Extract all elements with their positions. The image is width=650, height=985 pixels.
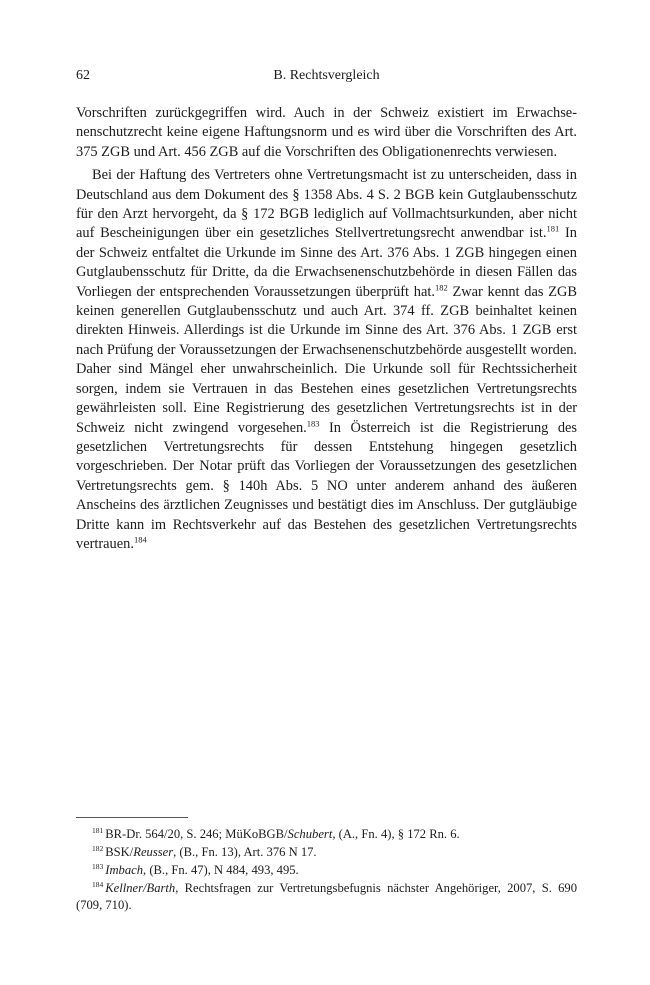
page-number: 62 [76,68,90,83]
paragraph-2-text-4: In Österreich ist die Registrierung des gesetzlichen Vertretungsrechts für dessen Entstehung hingegen gesetzlich vorgeschrieben. Der Notar prüft das Vorliegen der Voraussetzungen des gesetzlichen Vertretungsrechts gem. § 140h Abs. 5 NO unter anderem anhand des äußeren Anscheins des ärztlichen Zeugnisses und bestätigt dies im Anschluss. Der gutgläubige Dritte kann im Rechtsverkehr auf das Bestehen des gesetzlichen Vertretungsrechts vertrauen. [76,419,577,552]
footnote-184 [76,880,577,914]
footnote-number: 182 [92,844,104,853]
footnote-text: , (B., Fn. 47), N 484, 493, 495. [143,863,299,877]
footnote-181 [76,826,577,843]
footnote-number: 183 [92,862,104,871]
paragraph-1 [76,104,577,162]
footnote-author: Reusser [133,845,174,859]
footnote-separator [76,817,188,818]
footnote-author: Imbach [105,863,144,877]
footnote-ref-184[interactable]: 184 [133,534,147,545]
paragraph-2-text-2: In der Schweiz entfaltet die Urkunde im Sinne des Art. 376 Abs. 1 ZGB hingegen einen Gutglaubensschutz für Dritte, da die Erwachsenenschutzbehörde in diesen Fällen das Vorliegen der entsprechenden Voraussetzungen überprüft hat. [76,225,578,300]
footnote-number: 181 [92,826,104,835]
footnote-text: , (B., Fn. 13), Art. 376 N 17. [173,845,317,859]
body-text [76,104,577,554]
footnote-ref-183[interactable]: 183 [306,418,320,428]
running-title: B. Rechtsvergleich [273,68,380,83]
page-header [76,66,577,86]
paragraph-2 [76,166,577,554]
footnote-text: BSK/ [105,845,134,859]
footnote-ref-181[interactable]: 181 [546,223,560,234]
footnote-text: , Rechtsfragen zur Vertretungsbefugnis nächster Angehöriger, 2007, S. 690 (709, 710). [76,881,577,912]
footnote-author: Kellner/Barth [105,881,176,895]
footnote-number: 184 [92,880,104,889]
paragraph-2-text-3: Zwar kennt das ZGB keinen generellen Gutglaubensschutz und auch Art. 374 ff. ZGB beinhaltet keinen direkten Hinweis. Allerdings ist die Urkunde im Sinne des Art. 376 Abs. 1 ZGB erst nach Prüfung der Voraussetzungen der Erwachsenenschutzbehörde ausgestellt worden. Daher sind Mängel eher unwahrscheinlich. Die Urkunde soll für Rechtssicherheit sorgen, indem sie Vertrauen in das Bestehen eines gesetzlichen Vertretungsrechts gewährleisten soll. Eine Registrierung des gesetzlichen Vertretungsrechts ist in der Schweiz nicht zwingend vorgesehen. [76,283,577,436]
footnote-183 [76,862,577,879]
footnote-text: , (A., Fn. 4), § 172 Rn. 6. [332,827,460,841]
footnote-author: Schubert [287,827,333,841]
paragraph-1-text: Vorschriften zurückgegriffen wird. Auch in der Schweiz existiert im Erwachsenenschutzrecht keine eigene Haftungsnorm und es wird über die Vorschriften des Art. 375 ZGB und Art. 456 ZGB auf die Vorschriften des Obligationenrechts verwiesen. [76,105,577,160]
footnote-ref-182[interactable]: 182 [434,282,448,293]
footnotes [76,826,577,915]
footnote-182 [76,844,577,861]
paragraph-2-text-1: Bei der Haftung des Vertreters ohne Vertretungsmacht ist zu unterscheiden, dass in Deutschland aus dem Dokument des § 1358 Abs. 4 S. 2 BGB kein Gutglaubensschutz für den Arzt hervorgeht, da § 172 BGB lediglich auf Vollmachtsurkunden, aber nicht auf Bescheinigungen über ein gesetzliches Stellvertretungsrecht anwendbar ist. [76,167,577,242]
footnote-text: BR-Dr. 564/20, S. 246; MüKoBGB/ [105,827,288,841]
